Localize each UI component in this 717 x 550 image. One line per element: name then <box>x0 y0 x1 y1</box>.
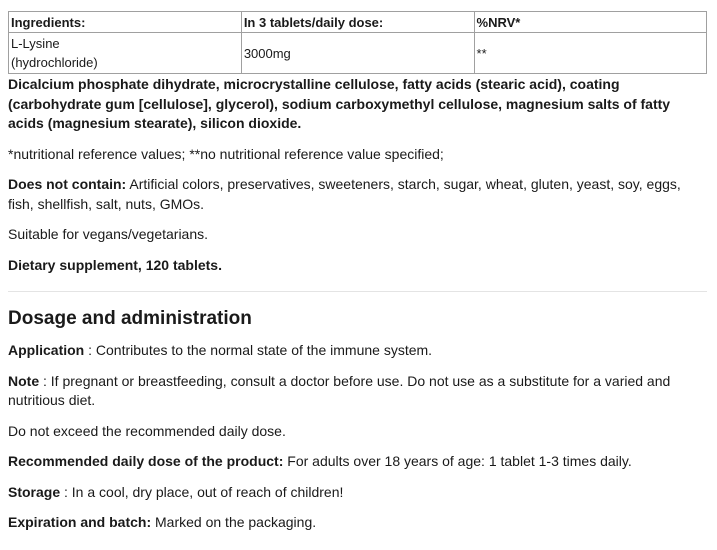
section-divider <box>8 291 707 292</box>
recommended-dose-info <box>8 452 708 472</box>
table-header-ingredients: Ingredients: <box>9 12 242 33</box>
dose-cell: 3000mg <box>241 33 474 74</box>
storage-text: : In a cool, dry place, out of reach of children! <box>60 483 344 500</box>
ingredient-name: L-Lysine <box>11 36 60 51</box>
table-header-dose: In 3 tablets/daily dose: <box>241 12 474 33</box>
note-text: : If pregnant or breastfeeding, consult a doctor before use. Do not use as a substitute for a varied and nutritious diet. <box>8 372 671 408</box>
nrv-cell: ** <box>474 33 706 74</box>
recommended-dose-text: For adults over 18 years of age: 1 tablet 1-3 times daily. <box>283 453 632 469</box>
ingredient-cell <box>9 33 242 74</box>
does-not-contain-label: Does not contain: <box>8 176 127 192</box>
nrv-footnote: *nutritional reference values; **no nutritional reference value specified; <box>8 145 444 162</box>
dosage-heading: Dosage and administration <box>8 308 252 329</box>
application-info <box>8 341 708 361</box>
table-header-nrv: %NRV* <box>474 12 706 33</box>
expiration-info <box>8 513 708 533</box>
table-header-row <box>9 12 707 33</box>
vegan-suitability: Suitable for vegans/vegetarians. <box>8 226 209 242</box>
product-description <box>8 0 708 533</box>
recommended-dose-label: Recommended daily dose of the product: <box>8 453 284 469</box>
storage-info <box>8 483 708 503</box>
ingredients-table <box>8 11 707 74</box>
table-row <box>9 33 707 74</box>
dose-warning: Do not exceed the recommended daily dose. <box>8 422 286 439</box>
expiration-text: Marked on the packaging. <box>151 514 317 530</box>
note-label: Note <box>8 372 40 389</box>
does-not-contain-text: Artificial colors, preservatives, sweeteners, starch, sugar, wheat, gluten, yeast, soy, eggs, fish, shellfish, salt, nuts, GMOs. <box>8 176 681 212</box>
ingredient-form: (hydrochloride) <box>11 55 98 70</box>
note-info <box>8 372 708 411</box>
storage-label: Storage <box>8 483 61 500</box>
composition-text: Dicalcium phosphate dihydrate, microcrystalline cellulose, fatty acids (stearic acid), coating (carbohydrate gum [cellulose], glycerol), sodium carboxymethyl cellulose, magnesium salts of fatty acids (magnesium stearate), silicon dioxide. <box>8 76 671 131</box>
expiration-label: Expiration and batch: <box>8 514 152 530</box>
dietary-supplement-info: Dietary supplement, 120 tablets. <box>8 256 222 273</box>
application-label: Application <box>8 342 85 358</box>
application-text: : Contributes to the normal state of the immune system. <box>84 342 433 358</box>
does-not-contain <box>8 175 708 214</box>
